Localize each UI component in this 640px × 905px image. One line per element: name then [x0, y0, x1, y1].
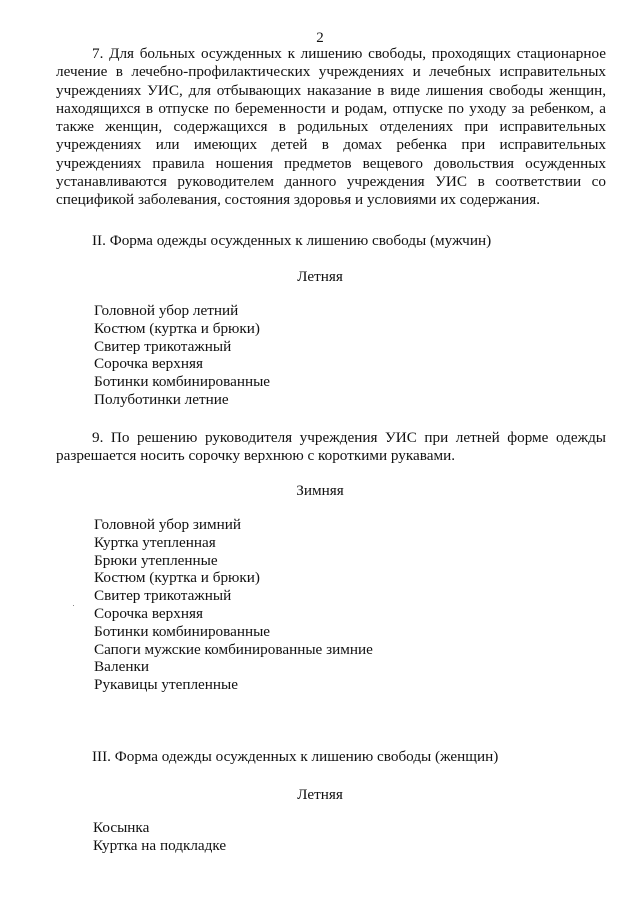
scan-speck: [73, 605, 74, 606]
list-item: Куртка на подкладке: [93, 836, 227, 854]
list-item: Головной убор зимний: [94, 516, 242, 533]
list-item: Куртка утепленная: [94, 533, 216, 551]
list-item: Сапоги мужские комбинированные зимние: [94, 640, 373, 658]
paragraph-9: 9. По решению руководителя учреждения УИС при летней форме одежды разрешается носить сорочку верхнюю с короткими рукавами.: [56, 429, 606, 465]
paragraph-7: 7. Для больных осужденных к лишению свободы, проходящих стационарное лечение в лечебно-профилактических учреждениях и лечебных исправительных учреждениях УИС, для отбывающих наказание в виде лишения свободы женщин, находящихся в отпуске по беременности и родам, отпуске по уходу за ребенком, а также женщин, содержащихся в родильных отделениях при исправительных учреждениях или имеющих детей в домах ребенка при исправительных учреждениях правила ношения предметов вещевого довольствия осужденных устанавливаются руководителем данного учреждения УИС в соответствии со спецификой заболевания, состояния здоровья и условиями их содержания.: [56, 45, 606, 209]
section-2-summer-list: [94, 302, 270, 409]
section-2-heading: II. Форма одежды осужденных к лишению свободы (мужчин): [92, 232, 492, 249]
list-item: Свитер трикотажный: [94, 587, 232, 605]
list-item: Полуботинки летние: [94, 390, 229, 408]
list-item: Косынка: [93, 819, 150, 836]
list-item: Костюм (куртка и брюки): [94, 569, 260, 587]
list-item: Свитер трикотажный: [94, 337, 232, 355]
section-3-summer-list: [93, 819, 226, 855]
page-number: 2: [316, 30, 324, 46]
list-item: Рукавицы утепленные: [94, 676, 238, 694]
section-3-heading: III. Форма одежды осужденных к лишению свободы (женщин): [92, 748, 499, 765]
section-2-winter-heading: Зимняя: [296, 482, 344, 499]
list-item: Головной убор летний: [94, 302, 239, 319]
list-item: Ботинки комбинированные: [94, 373, 271, 391]
list-item: Валенки: [94, 658, 149, 676]
list-item: Сорочка верхняя: [94, 604, 203, 622]
list-item: Сорочка верхняя: [94, 355, 203, 373]
list-item: Ботинки комбинированные: [94, 622, 271, 640]
section-2-summer-heading: Летняя: [297, 268, 343, 285]
list-item: Брюки утепленные: [94, 551, 218, 569]
section-3-summer-heading: Летняя: [297, 786, 343, 803]
list-item: Костюм (куртка и брюки): [94, 319, 260, 337]
section-2-winter-list: [94, 516, 373, 694]
